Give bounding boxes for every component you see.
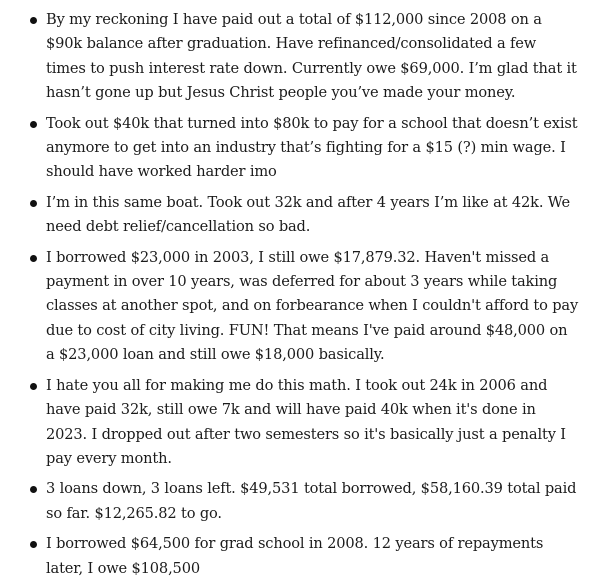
- list-item: [30, 477, 580, 526]
- bullet-list: [30, 8, 580, 581]
- bullet-dot-icon: [30, 541, 37, 548]
- list-item: [30, 246, 580, 368]
- list-item-text: Took out $40k that turned into $80k to pay for a school that doesn’t exist anymore to get into an industry that’s fighting for a $15 (?) min wage. I should have worked harder imo: [46, 114, 578, 181]
- list-item-text: I hate you all for making me do this math. I took out 24k in 2006 and have paid 32k, still owe 7k and will have paid 40k when it's done in 2023. I dropped out after two semesters so it's basically just a penalty I pay every month.: [46, 376, 566, 467]
- bullet-dot-icon: [30, 255, 37, 262]
- list-item: [30, 191, 580, 240]
- list-item-text: 3 loans down, 3 loans left. $49,531 total borrowed, $58,160.39 total paid so far. $12,265.82 to go.: [46, 480, 577, 522]
- list-item-text: I’m in this same boat. Took out 32k and after 4 years I’m like at 42k. We need debt relief/cancellation so bad.: [46, 193, 570, 236]
- bullet-dot-icon: [30, 121, 37, 128]
- list-item-text: By my reckoning I have paid out a total of $112,000 since 2008 on a $90k balance after graduation. Have refinanced/consolidated a few times to push interest rate down. Currently owe $69,000. I’m glad that it hasn’t gone up but Jesus Christ people you’ve made your money.: [46, 11, 577, 102]
- list-item: [30, 8, 580, 106]
- list-item: [30, 532, 580, 581]
- list-item-text: I borrowed $23,000 in 2003, I still owe $17,879.32. Haven't missed a payment in over 10 years, was deferred for about 3 years while taking classes at another spot, and on forbearance when I couldn't afford to pay due to cost of city living. FUN! That means I've paid around $48,000 on a $23,000 loan and still owe $18,000 basically.: [46, 248, 579, 364]
- list-item: [30, 112, 580, 185]
- bullet-dot-icon: [30, 200, 37, 207]
- bullet-dot-icon: [30, 17, 37, 24]
- bullet-dot-icon: [30, 383, 37, 390]
- list-item: [30, 374, 580, 472]
- bullet-dot-icon: [30, 486, 37, 493]
- list-item-text: I borrowed $64,500 for grad school in 2008. 12 years of repayments later, I owe $108,500: [46, 535, 544, 577]
